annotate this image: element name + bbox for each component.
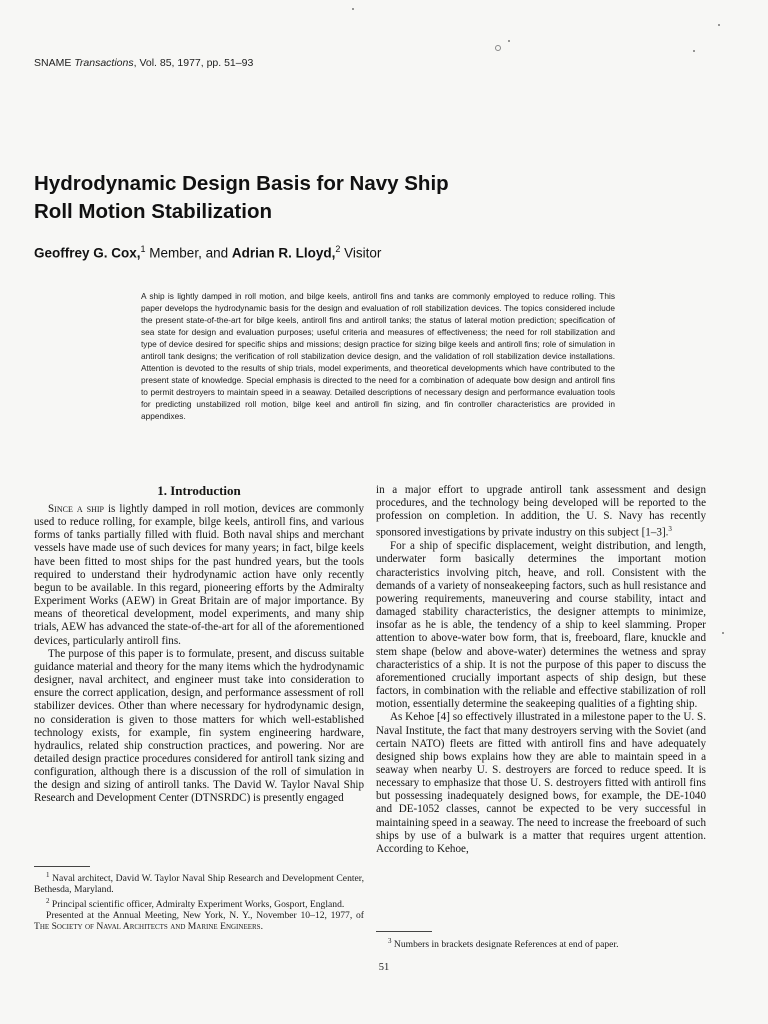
citation-details: , Vol. 85, 1977, pp. 51–93: [133, 57, 254, 69]
scan-speck: [495, 45, 501, 51]
footnote-3-mark: 3: [388, 937, 392, 945]
intro-paragraph-3: For a ship of specific displacement, weight distribution, and length, underwater form basically determines the important motion characteristics involving pitch, heave, and roll. Consistent with the demands of a variety of nonseakeeping factors, such as hull resistance and powering requirements, maneuvering and course stability, intact and damaged stability characteristics, the designer attempts to minimize, insofar as he is able, the tendency of a ship to keel slamming. Proper attention to above-water bow form, that is, freeboard, flare, knuckle and stem shape (below and above-water) determines the wetness and spray characteristics of a ship. It is not the purpose of this paper to discuss the aforementioned crucially important aspects of ship design, but these factors, in combination with the reliable and effective stabilization of roll motion, essentially determine the seakeeping qualities of a fighting ship.: [376, 540, 706, 711]
scan-speck: [508, 40, 510, 42]
footnote-3-reference: 3: [668, 525, 672, 534]
author-1-role: Member, and: [145, 245, 232, 261]
intro-paragraph-2: The purpose of this paper is to formulate, present, and discuss suitable guidance material and theory for the many items which the hydrodynamic designer, naval architect, and engineer must take into consideration to ensure the correct application, design, and performance assessment of roll stabilizer devices. Other than where necessary for hydrodynamic design, no consideration is given to those matters for which well-established technology exists, for example, fin system engineering hardware, hydraulics, related ship construction practices, and powering. Nor are detailed design practice procedures considered for antiroll tank sizing and configuration, although there is a discussion of the roll of simulation in the design and sizing of antiroll tanks. The David W. Taylor Naval Ship Research and Development Center (DTNSRDC) is presently engaged: [34, 647, 364, 805]
intro-paragraph-4: As Kehoe [4] so effectively illustrated in a milestone paper to the U. S. Naval Institute, the fact that many destroyers serving with the Soviet (and certain NATO) fleets are fitted with antiroll fins and have adequately designed ship bows explains how they are able to maintain speed in a seaway when nearby U. S. destroyers are forced to reduce speed. It is necessary to emphasize that those U. S. destroyers fitted with antiroll fins but possessing inadequately designed bows, for example, the DE-1040 and DE-1052 classes, cannot be expected to be very successful in maintaining speed in a seaway. The need to increase the freeboard of such ships by use of a bulwark is a matter that requires urgent attention. According to Kehoe,: [376, 711, 706, 855]
author-2-name: Adrian R. Lloyd,: [231, 245, 336, 261]
author-2-footnote-mark: 2: [335, 244, 341, 254]
scan-speck: [718, 24, 720, 26]
author-1-name: Geoffrey G. Cox,: [34, 245, 141, 261]
footnote-2-text: Principal scientific officer, Admiralty Experiment Works, Gosport, England.: [49, 898, 345, 910]
footnote-2: [34, 896, 364, 910]
footnote-divider-right: [376, 931, 432, 932]
footnote-3: [376, 936, 706, 950]
section-heading-introduction: 1. Introduction: [157, 483, 241, 498]
intro-paragraph-2-continued: [376, 484, 706, 540]
scan-speck: [722, 632, 724, 634]
citation-prefix: SNAME: [34, 57, 75, 69]
author-line: [34, 244, 381, 261]
paper-title: [34, 170, 554, 226]
footnote-divider-left: [34, 866, 90, 867]
journal-citation: [34, 57, 253, 69]
scan-speck: [352, 8, 354, 10]
title-line-2: Roll Motion Stabilization: [34, 200, 273, 223]
footnote-1-text: Naval architect, David W. Taylor Naval Ship Research and Development Center, Bethesda, Maryland.: [34, 873, 364, 896]
column-right: [376, 484, 706, 856]
intro-paragraph-2-continued-body: in a major effort to upgrade antiroll tank assessment and design procedures, and the technology being developed will be reported to the profession on completion. In addition, the U. S. Navy has recently sponsored investigations by private industry on this subject [1–3].: [376, 484, 706, 540]
intro-lead-in: Since a ship: [48, 503, 104, 515]
author-2-role: Visitor: [340, 245, 382, 261]
intro-paragraph-1-body: is lightly damped in roll motion, devices are commonly used to reduce rolling, for example, bilge keels, antiroll fins, and various forms of tanks partially filled with fluid. Both naval ships and merchant vessels have made use of such devices for many years; in fact, bilge keels have been fitted to most ships for the past hundred years, but the tools required to understand their hydrodynamic action have only recently begun to be available. In this regard, pioneering efforts by the Admiralty Experiment Works (AEW) in Great Britain are of major importance. By means of theoretical development, model experiments, and many ship trials, AEW has advanced the state-of-the-art for all of the aforementioned devices, particularly antiroll fins.: [34, 503, 365, 647]
scan-speck: [693, 50, 695, 52]
citation-journal: Transactions: [74, 57, 134, 69]
footnote-1: [34, 870, 364, 896]
author-1-footnote-mark: 1: [140, 244, 146, 254]
footnote-1-mark: 1: [46, 871, 50, 879]
footnotes-right: [376, 936, 706, 950]
footnotes-left: [34, 870, 364, 932]
intro-paragraph-1: [34, 503, 364, 648]
column-left: [34, 484, 364, 806]
footnote-2-mark: 2: [46, 896, 50, 905]
presentation-note-text: Presented at the Annual Meeting, New York, N. Y., November 10–12, 1977, of: [46, 909, 364, 921]
presentation-note: [34, 910, 364, 932]
footnote-3-text: Numbers in brackets designate References at end of paper.: [391, 939, 619, 951]
society-name: The Society of Naval Architects and Marine Engineers: [34, 921, 261, 933]
page-number: 51: [378, 962, 390, 973]
title-line-1: Hydrodynamic Design Basis for Navy Ship: [34, 172, 449, 195]
abstract: A ship is lightly damped in roll motion, and bilge keels, antiroll fins and tanks are commonly employed to reduce rolling. This paper develops the hydrodynamic basis for the design and evaluation of roll stabilization devices. The topics considered include the present state-of-the-art for bilge keels, antiroll fins and antiroll tanks; the status of lateral motion prediction; specification of sea state for design and evaluation purposes; useful criteria and measures of effectiveness; the need for roll stabilization and type of device desired for specific ships and missions; design practice for sizing bilge keels and antiroll fins; role of simulation in antiroll tank designs; the verification of roll stabilization device design, and the validation of roll stabilization device installations. Attention is devoted to the results of ship trials, model experiments, and theoretical developments which have contributed to the present state of knowledge. Special emphasis is directed to the need for a combination of adequate bow design and antiroll fins to permit destroyers to maintain speed in a seaway. Detailed descriptions of necessary design and performance evaluation tools for predicting unstabilized roll motion, bilge keel and antiroll fin sizing, and fin controller characteristics are provided in appendixes.: [141, 291, 615, 421]
presentation-note-period: .: [260, 921, 263, 933]
